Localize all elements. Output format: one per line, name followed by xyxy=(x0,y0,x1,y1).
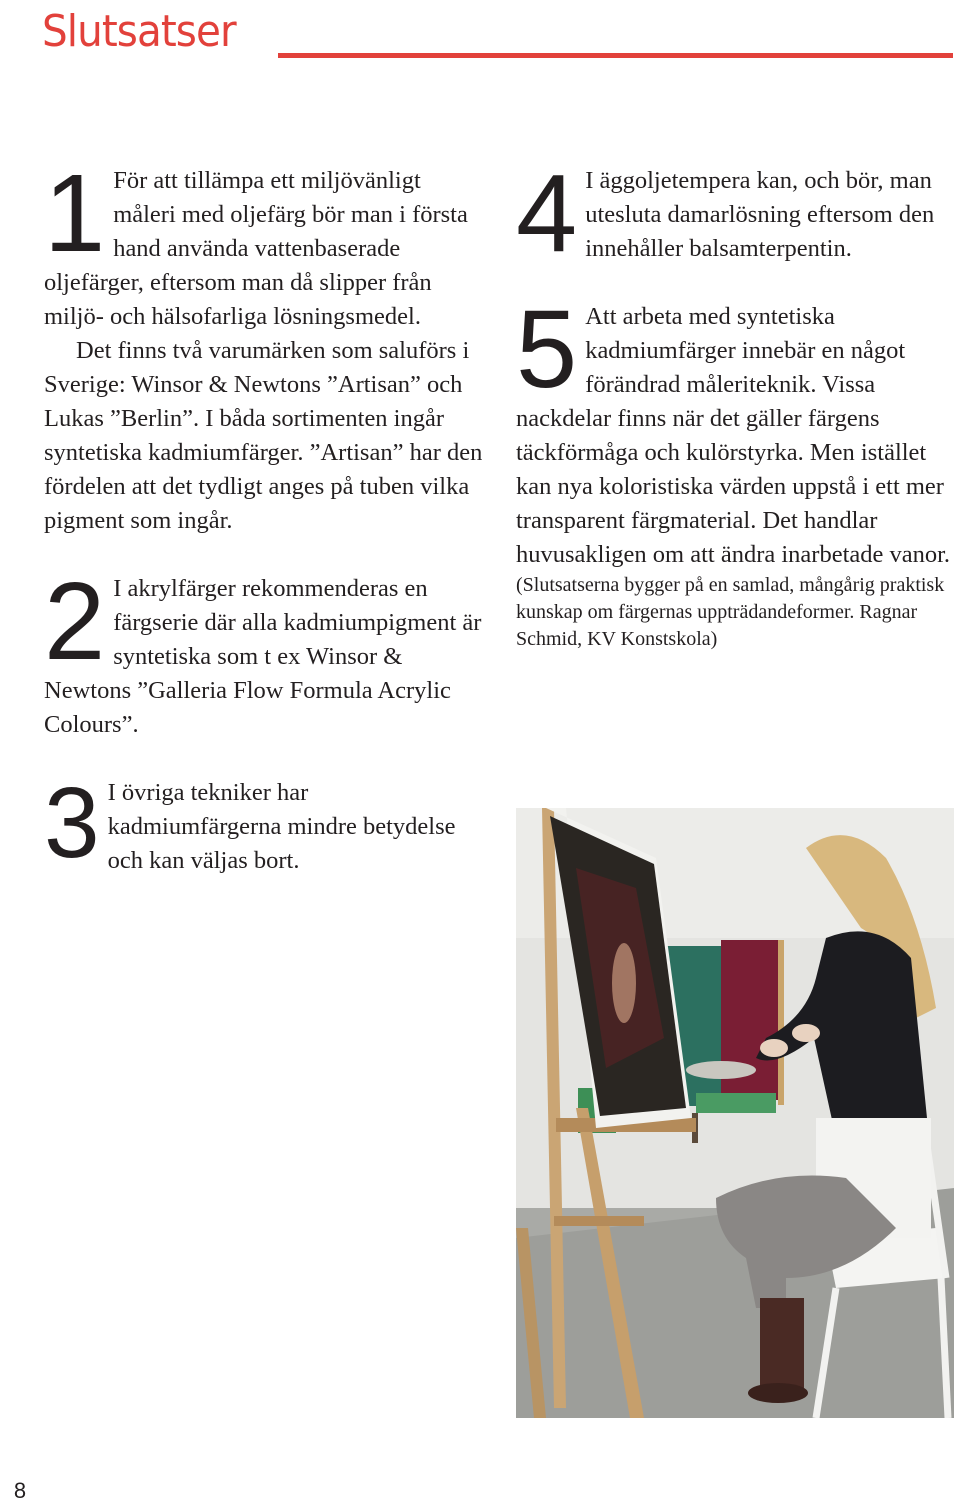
conclusion-number: 1 xyxy=(44,152,106,275)
conclusion-number: 3 xyxy=(44,767,100,879)
conclusion-number: 4 xyxy=(516,152,578,275)
left-column xyxy=(44,152,486,879)
conclusion-text: I övriga tekniker har kadmiumfärgerna mindre betydelse och kan väljas bort. xyxy=(107,779,456,874)
right-column xyxy=(516,152,954,653)
conclusion-number: 2 xyxy=(44,560,106,683)
conclusion-text: Att arbeta med syntetiska kadmiumfärger innebär en något förändrad måleriteknik. Vissa nackdelar finns när det gäller färgens täckförmåga och kulörstyrka. Men istället kan nya koloristiska värden uppstå i ett mer transparent färgmaterial. Det handlar huvusakligen om att ändra inarbetade vanor. xyxy=(516,303,951,568)
source-note: (Slutsatserna bygger på en samlad, mångårig praktisk kunskap om färgernas uppträdandeformer. Ragnar Schmid, KV Konstskola) xyxy=(516,574,945,650)
conclusion-text: Det finns två varumärken som saluförs i Sverige: Winsor & Newtons ”Artisan” och Lukas ”Berlin”. I båda sortimenten ingår syntetiska kadmiumfärger. ”Artisan” har den fördelen att det tydligt anges på tuben vilka pigment som ingår. xyxy=(44,337,483,534)
conclusion-number: 5 xyxy=(516,288,578,411)
conclusion-text: I akrylfärger rekommenderas en färgserie där alla kadmiumpigment är syntetiska som t ex Winsor & Newtons ”Galleria Flow Formula Acrylic Colours”. xyxy=(44,575,482,738)
conclusion-text: För att tillämpa ett miljövänligt måleri med oljefärg bör man i första hand använda vattenbaserade oljefärger, eftersom man då slipper från miljö- och hälsofarliga lösningsmedel. xyxy=(44,167,468,330)
painter-photo xyxy=(516,808,954,1418)
conclusion-text: I äggoljetempera kan, och bör, man utesluta damarlösning eftersom den innehåller balsamterpentin. xyxy=(585,167,935,262)
page-title: Slutsatser xyxy=(42,6,236,57)
painter-illustration xyxy=(516,808,954,1418)
conclusion-3 xyxy=(44,767,486,879)
conclusion-1 xyxy=(44,152,486,538)
conclusion-2 xyxy=(44,560,486,742)
conclusion-4 xyxy=(516,152,954,275)
page-number: 8 xyxy=(13,1478,27,1503)
title-rule xyxy=(278,53,953,58)
conclusion-5 xyxy=(516,288,954,572)
